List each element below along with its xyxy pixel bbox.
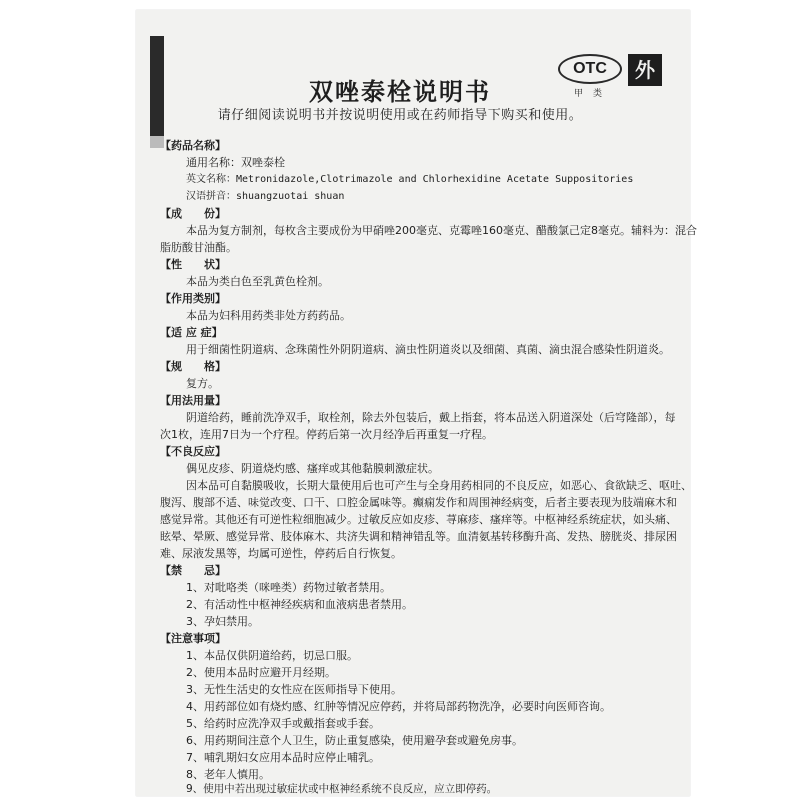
pinyin-name: 汉语拼音：shuangzuotai shuan bbox=[186, 191, 345, 202]
section-heading-dosage: 【用法用量】 bbox=[160, 394, 226, 407]
section-heading-indications: 【适 应 症】 bbox=[160, 326, 223, 339]
adverse-text-line5: 眩晕、晕厥、感觉异常、肢体麻木、共济失调和精神错乱等。血清氨基转移酶升高、发热、膀胱炎、排尿困 bbox=[160, 530, 677, 543]
section-heading-ingredients: 【成 份】 bbox=[160, 207, 226, 220]
contraindication-item: 3、孕妇禁用。 bbox=[186, 615, 259, 628]
precaution-item: 4、用药部位如有烧灼感、红肿等情况应停药，并将局部药物洗净，必要时向医师咨询。 bbox=[186, 700, 611, 713]
precaution-item: 6、用药期间注意个人卫生，防止重复感染，使用避孕套或避免房事。 bbox=[186, 734, 523, 747]
precaution-item: 1、本品仅供阴道给药，切忌口服。 bbox=[186, 649, 358, 662]
page-title: 双唑泰栓说明书 bbox=[309, 77, 491, 106]
precaution-item: 8、老年人慎用。 bbox=[186, 768, 270, 781]
dosage-text-line2: 次1枚，连用7日为一个疗程。停药后第一次月经净后再重复一疗程。 bbox=[160, 428, 493, 441]
precaution-item: 5、给药时应洗净双手或戴指套或手套。 bbox=[186, 717, 380, 730]
section-heading-adverse: 【不良反应】 bbox=[160, 445, 226, 458]
contraindication-item: 1、对吡咯类（咪唑类）药物过敏者禁用。 bbox=[186, 581, 391, 594]
usage-notice: 请仔细阅读说明书并按说明使用或在药师指导下购买和使用。 bbox=[217, 108, 583, 123]
contraindication-item: 2、有活动性中枢神经疾病和血液病患者禁用。 bbox=[186, 598, 413, 611]
properties-text: 本品为类白色至乳黄色栓剂。 bbox=[186, 275, 329, 288]
ingredients-text-line1: 本品为复方制剂，每枚含主要成份为甲硝唑200毫克、克霉唑160毫克、醋酸氯己定8毫克。辅料为：混合 bbox=[186, 224, 697, 237]
adverse-text-line4: 感觉异常。其他还有可逆性粒细胞减少。过敏反应如皮疹、荨麻疹、瘙痒等。中枢神经系统症状，如头痛、 bbox=[160, 513, 677, 526]
generic-name: 通用名称：双唑泰栓 bbox=[186, 156, 285, 169]
external-use-badge: 外 bbox=[628, 54, 662, 86]
category-text: 本品为妇科用药类非处方药药品。 bbox=[186, 309, 351, 322]
otc-category-label: 甲类 bbox=[574, 89, 613, 99]
dosage-text-line1: 阴道给药，睡前洗净双手，取栓剂，除去外包装后，戴上指套，将本品送入阴道深处（后穹隆部），每 bbox=[186, 411, 676, 424]
precaution-item: 9、使用中若出现过敏症状或中枢神经系统不良反应，应立即停药。 bbox=[186, 783, 498, 795]
section-heading-contraindications: 【禁 忌】 bbox=[160, 564, 226, 577]
section-heading-specification: 【规 格】 bbox=[160, 360, 226, 373]
precaution-item: 3、无性生活史的女性应在医师指导下使用。 bbox=[186, 683, 402, 696]
precaution-item: 7、哺乳期妇女应用本品时应停止哺乳。 bbox=[186, 751, 380, 764]
adverse-text-line1: 偶见皮疹、阴道烧灼感、瘙痒或其他黏膜刺激症状。 bbox=[186, 462, 439, 475]
precaution-item: 2、使用本品时应避开月经期。 bbox=[186, 666, 336, 679]
indications-text: 用于细菌性阴道病、念珠菌性外阴阴道病、滴虫性阴道炎以及细菌、真菌、滴虫混合感染性阴道炎。 bbox=[186, 343, 670, 356]
section-heading-drug-name: 【药品名称】 bbox=[160, 139, 226, 152]
section-heading-category: 【作用类别】 bbox=[160, 292, 226, 305]
otc-badge: OTC bbox=[558, 54, 622, 84]
section-heading-properties: 【性 状】 bbox=[160, 258, 226, 271]
specification-text: 复方。 bbox=[186, 377, 219, 390]
adverse-text-line2: 因本品可自黏膜吸收，长期大量使用后也可产生与全身用药相同的不良反应，如恶心、食欲缺乏、呕吐、 bbox=[186, 479, 692, 492]
section-heading-precautions: 【注意事项】 bbox=[160, 632, 226, 645]
adverse-text-line6: 难、尿液发黑等，均属可逆性，停药后自行恢复。 bbox=[160, 547, 402, 560]
adverse-text-line3: 腹泻、腹部不适、味觉改变、口干、口腔金属味等。癫痫发作和周围神经病变，后者主要表现为肢端麻木和 bbox=[160, 496, 677, 509]
ingredients-text-line2: 脂肪酸甘油酯。 bbox=[160, 241, 237, 254]
english-name: 英文名称：Metronidazole,Clotrimazole and Chlorhexidine Acetate Suppositories bbox=[186, 174, 634, 185]
